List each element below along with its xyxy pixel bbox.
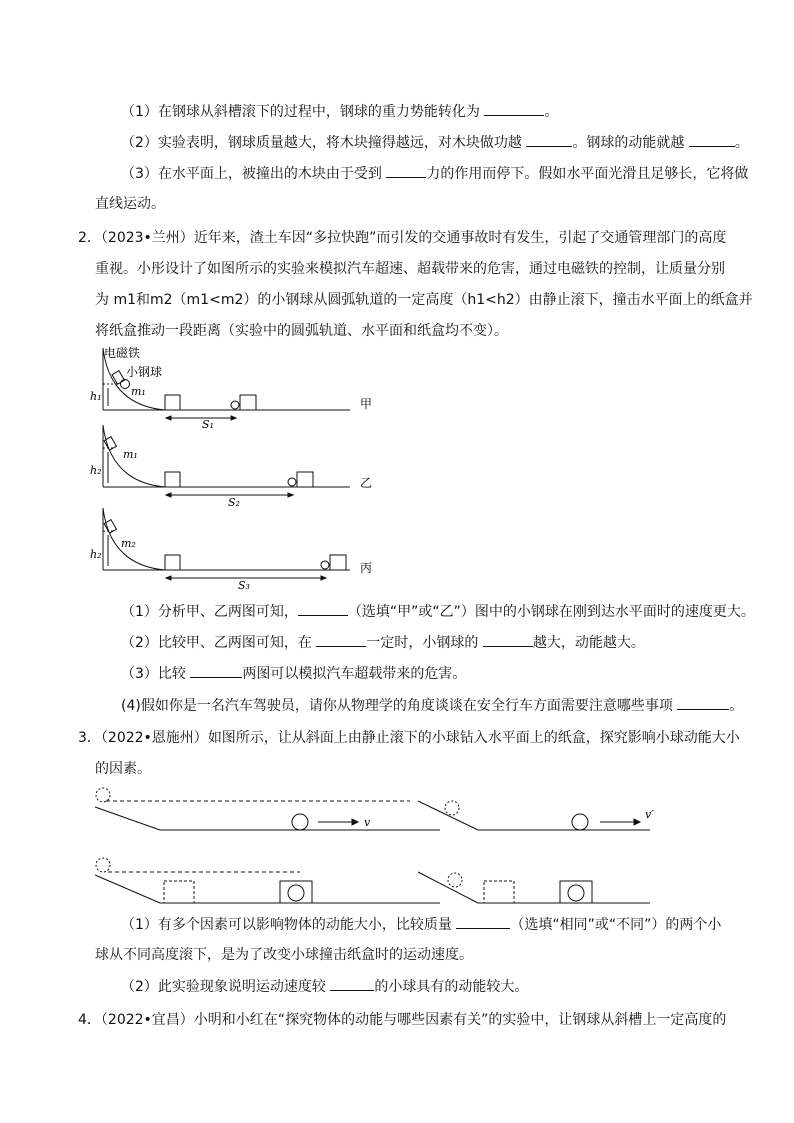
q3-figure-top xyxy=(95,788,650,830)
q4-line1 xyxy=(78,1010,726,1030)
q3-part2 xyxy=(121,976,528,997)
velocity-v-label: v xyxy=(364,816,371,829)
q2-part2-end: 越大，动能越大。 xyxy=(532,635,645,651)
panel-yi xyxy=(103,425,350,497)
s3-label: S₃ xyxy=(238,579,250,592)
m2-label: m₂ xyxy=(121,537,136,550)
q1-part3-continued: 直线运动。 xyxy=(95,196,165,212)
q4-number: 4． xyxy=(78,1012,101,1028)
q2-part2-text: （2）比较甲、乙两图可知，在 xyxy=(121,635,312,651)
q2-part1 xyxy=(121,601,755,622)
q2-part4-blank[interactable] xyxy=(677,695,729,710)
q2-part2-mid: 一定时，小钢球的 xyxy=(366,635,479,651)
q3-part2-blank[interactable] xyxy=(330,976,374,991)
q2-part4-text: (4)假如你是一名汽车驾驶员，请你从物理学的角度谈谈在安全行车方面需要注意哪些事项 xyxy=(121,698,673,714)
q2-part1-end: （选填“甲”或“乙”）图中的小钢球在刚到达水平面时的速度更大。 xyxy=(347,604,755,620)
panel-jia-label: 甲 xyxy=(360,397,373,411)
h1-label: h₁ xyxy=(90,390,102,403)
q4-text1: 小明和小红在“探究物体的动能与哪些因素有关”的实验中，让钢球从斜槽上一定高度的 xyxy=(193,1012,727,1028)
q2-part3-text: （3）比较 xyxy=(121,666,186,682)
q1-part1-text: （1）在钢球从斜槽滚下的过程中，钢球的重力势能转化为 xyxy=(121,104,480,120)
q3-text1: 如图所示，让从斜面上由静止滚下的小球钻入水平面上的纸盒，探究影响小球动能大小 xyxy=(207,730,740,746)
q3-line1 xyxy=(78,728,740,748)
q1-part1-end: 。 xyxy=(544,104,559,120)
q3-part1-blank[interactable] xyxy=(456,914,510,929)
q2-part1-blank[interactable] xyxy=(298,601,348,616)
q3-number: 3． xyxy=(78,730,101,746)
panel-bing xyxy=(103,508,350,580)
s1-label: S₁ xyxy=(202,418,214,431)
panel-jia xyxy=(103,348,350,420)
q1-part3-mid: 力的作用而停下。假如水平面光滑且足够长，它将做 xyxy=(426,166,749,182)
q2-line3: 为 m1和m2（m1<m2）的小钢球从圆弧轨道的一定高度（h1<h2）由静止滚下，撞击水平面上的纸盒并 xyxy=(95,292,753,308)
q2-part2-blank1[interactable] xyxy=(316,632,366,647)
q2-source: （2023•兰州） xyxy=(100,230,194,246)
panel-yi-label: 乙 xyxy=(360,476,373,490)
q2-line2: 重视。小彤设计了如图所示的实验来模拟汽车超速、超载带来的危害，通过电磁铁的控制，让质量分别 xyxy=(95,261,725,277)
q3-figure-bottom xyxy=(95,858,650,903)
q2-part4 xyxy=(121,695,743,716)
q2-part4-end: 。 xyxy=(729,698,744,714)
q2-number: 2． xyxy=(78,230,101,246)
q3-part1-continued: 球从不同高度滚下，是为了改变小球撞击纸盒时的运动速度。 xyxy=(95,947,473,963)
q3-part1-text: （1）有多个因素可以影响物体的动能大小，比较质量 xyxy=(121,917,452,933)
q2-part3-blank[interactable] xyxy=(190,663,242,678)
q2-text1: 近年来，渣土车因“多拉快跑”而引发的交通事故时有发生，引起了交通管理部门的高度 xyxy=(193,230,727,246)
electromagnet-label: 电磁铁 xyxy=(104,346,141,360)
q1-part2-text: （2）实验表明，钢球质量越大，将木块撞得越远，对木块做功越 xyxy=(121,135,522,151)
velocity-v-prime-label: v′ xyxy=(645,808,654,821)
q4-source: （2022•宜昌） xyxy=(100,1012,194,1028)
q2-part3 xyxy=(121,663,466,684)
q3-part1-end: （选填“相同”或“不同”）的两个小 xyxy=(510,917,722,933)
m1-label-jia: m₁ xyxy=(131,385,146,398)
q3-line2: 的因素。 xyxy=(95,761,151,777)
steel-ball-label: 小钢球 xyxy=(126,365,163,379)
q2-part2-blank2[interactable] xyxy=(483,632,533,647)
m1-label-yi: m₁ xyxy=(123,448,138,461)
q3-source: （2022•恩施州） xyxy=(100,730,208,746)
q1-part2-end: 。 xyxy=(734,135,749,151)
panel-bing-label: 丙 xyxy=(360,561,373,575)
q1-part2-mid: 。钢球的动能就越 xyxy=(572,135,685,151)
q2-part1-text: （1）分析甲、乙两图可知， xyxy=(121,604,298,620)
s2-label: S₂ xyxy=(228,496,240,509)
q3-part2-end: 的小球具有的动能较大。 xyxy=(374,979,529,995)
q1-part3-text: （3）在水平面上，被撞出的木块由于受到 xyxy=(121,166,382,182)
h2-label-bing: h₂ xyxy=(90,548,102,561)
q3-part2-text: （2）此实验现象说明运动速度较 xyxy=(121,979,326,995)
q3-part1 xyxy=(121,914,721,935)
h2-label-yi: h₂ xyxy=(90,464,102,477)
q2-part3-end: 两图可以模拟汽车超载带来的危害。 xyxy=(242,666,467,682)
q2-line4: 将纸盒推动一段距离（实验中的圆弧轨道、水平面和纸盒均不变）。 xyxy=(95,323,508,339)
q2-part2 xyxy=(121,632,645,653)
